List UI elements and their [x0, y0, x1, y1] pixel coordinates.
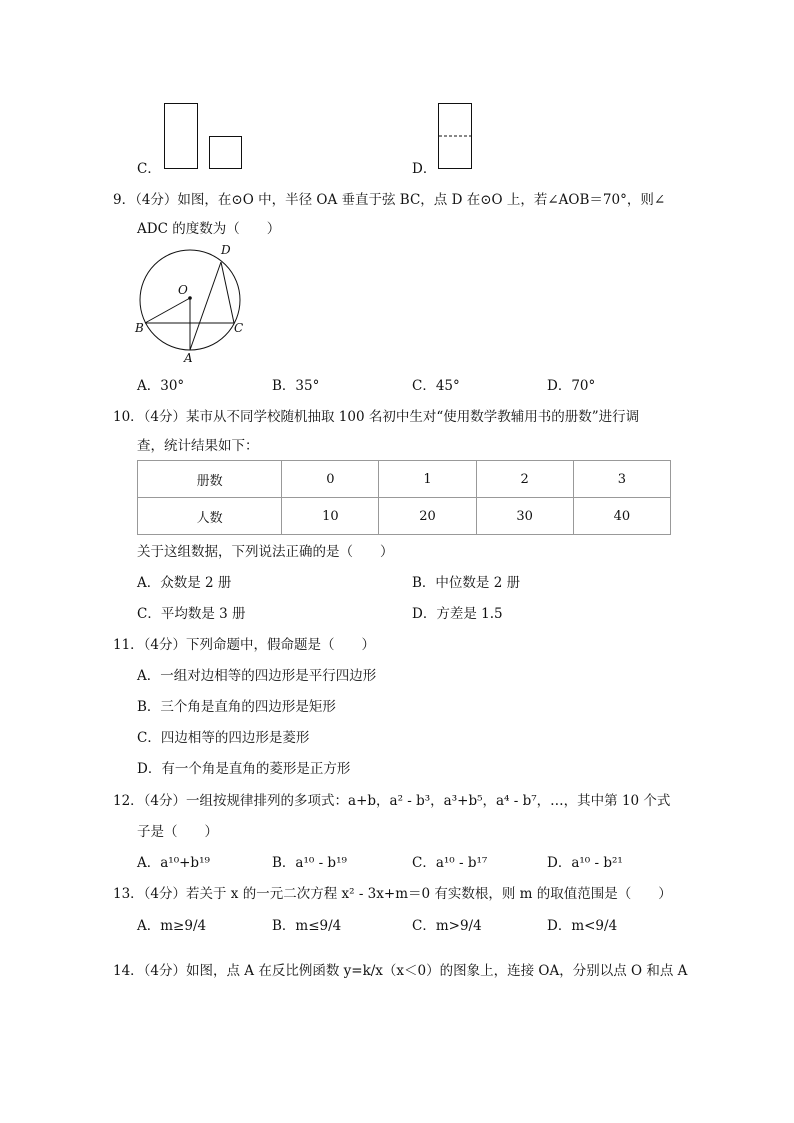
table-cell: 人数	[138, 498, 282, 535]
q9-stem-line1: 9．（4分）如图，在⊙O 中，半径 OA 垂直于弦 BC，点 D 在⊙O 上，若∠AOB＝70°，则∠	[113, 192, 666, 208]
table-cell: 2	[476, 461, 573, 498]
q8-option-c-label: C．	[137, 161, 161, 177]
table-cell: 30	[476, 498, 573, 535]
q11-option-b: B．三个角是直角的四边形是矩形	[137, 699, 336, 715]
q9-label-d: D	[221, 243, 231, 257]
q9-option-d: D．70°	[547, 378, 596, 394]
q10-option-d: D．方差是 1.5	[412, 606, 503, 622]
q12-stem-line2: 子是（ ）	[137, 824, 218, 840]
table-row	[138, 498, 671, 535]
q13-option-d: D．m<9/4	[547, 918, 618, 934]
q10-stem-line1: 10．（4分）某市从不同学校随机抽取 100 名初中生对“使用数学教辅用书的册数”进行调	[113, 409, 640, 425]
q12-option-c: C．a¹⁰ - b¹⁷	[412, 855, 488, 871]
q10-option-a: A．众数是 2 册	[137, 575, 232, 591]
q10-stats-table	[137, 460, 671, 535]
q10-question: 关于这组数据，下列说法正确的是（ ）	[137, 544, 394, 560]
table-cell: 1	[379, 461, 476, 498]
q9-option-a: A．30°	[137, 378, 185, 394]
q12-stem-line1: 12．（4分）一组按规律排列的多项式：a+b，a² - b³，a³+b⁵，a⁴ - b⁷，…，其中第 10 个式	[113, 793, 671, 809]
q8-option-c-figure	[160, 100, 250, 175]
q9-option-b: B．35°	[272, 378, 320, 394]
q13-option-b: B．m≤9/4	[272, 918, 342, 934]
q11-option-c: C．四边相等的四边形是菱形	[137, 730, 310, 746]
table-cell: 40	[573, 498, 670, 535]
q12-option-b: B．a¹⁰ - b¹⁹	[272, 855, 347, 871]
q9-label-o: O	[178, 283, 188, 297]
q9-label-c: C	[234, 321, 244, 335]
table-cell: 10	[282, 498, 379, 535]
q11-stem: 11．（4分）下列命题中，假命题是（ ）	[113, 637, 376, 653]
q11-option-a: A．一组对边相等的四边形是平行四边形	[137, 668, 377, 684]
q11-option-d: D．有一个角是直角的菱形是正方形	[137, 761, 351, 777]
q9-label-a: A	[184, 351, 193, 365]
q9-circle-diagram	[130, 240, 250, 365]
table-cell: 册数	[138, 461, 282, 498]
q10-option-c: C．平均数是 3 册	[137, 606, 246, 622]
q9-label-b: B	[135, 321, 144, 335]
table-row	[138, 461, 671, 498]
q13-stem: 13．（4分）若关于 x 的一元二次方程 x² - 3x+m＝0 有实数根，则 m 的取值范围是（ ）	[113, 886, 672, 902]
q14-stem: 14．（4分）如图，点 A 在反比例函数 y=k/x（x＜0）的图象上，连接 OA，分别以点 O 和点 A	[113, 963, 688, 979]
table-cell: 3	[573, 461, 670, 498]
q12-option-a: A．a¹⁰+b¹⁹	[137, 855, 210, 871]
q12-option-d: D．a¹⁰ - b²¹	[547, 855, 623, 871]
q9-option-c: C．45°	[412, 378, 460, 394]
q13-option-a: A．m≥9/4	[137, 918, 207, 934]
table-cell: 20	[379, 498, 476, 535]
q8-option-d-label: D．	[412, 161, 437, 177]
q10-stem-line2: 查，统计结果如下：	[137, 438, 259, 454]
q9-stem-line2: ADC 的度数为（ ）	[137, 221, 281, 237]
q13-option-c: C．m>9/4	[412, 918, 482, 934]
q10-option-b: B．中位数是 2 册	[412, 575, 521, 591]
q8-option-d-figure	[435, 100, 480, 175]
table-cell: 0	[282, 461, 379, 498]
